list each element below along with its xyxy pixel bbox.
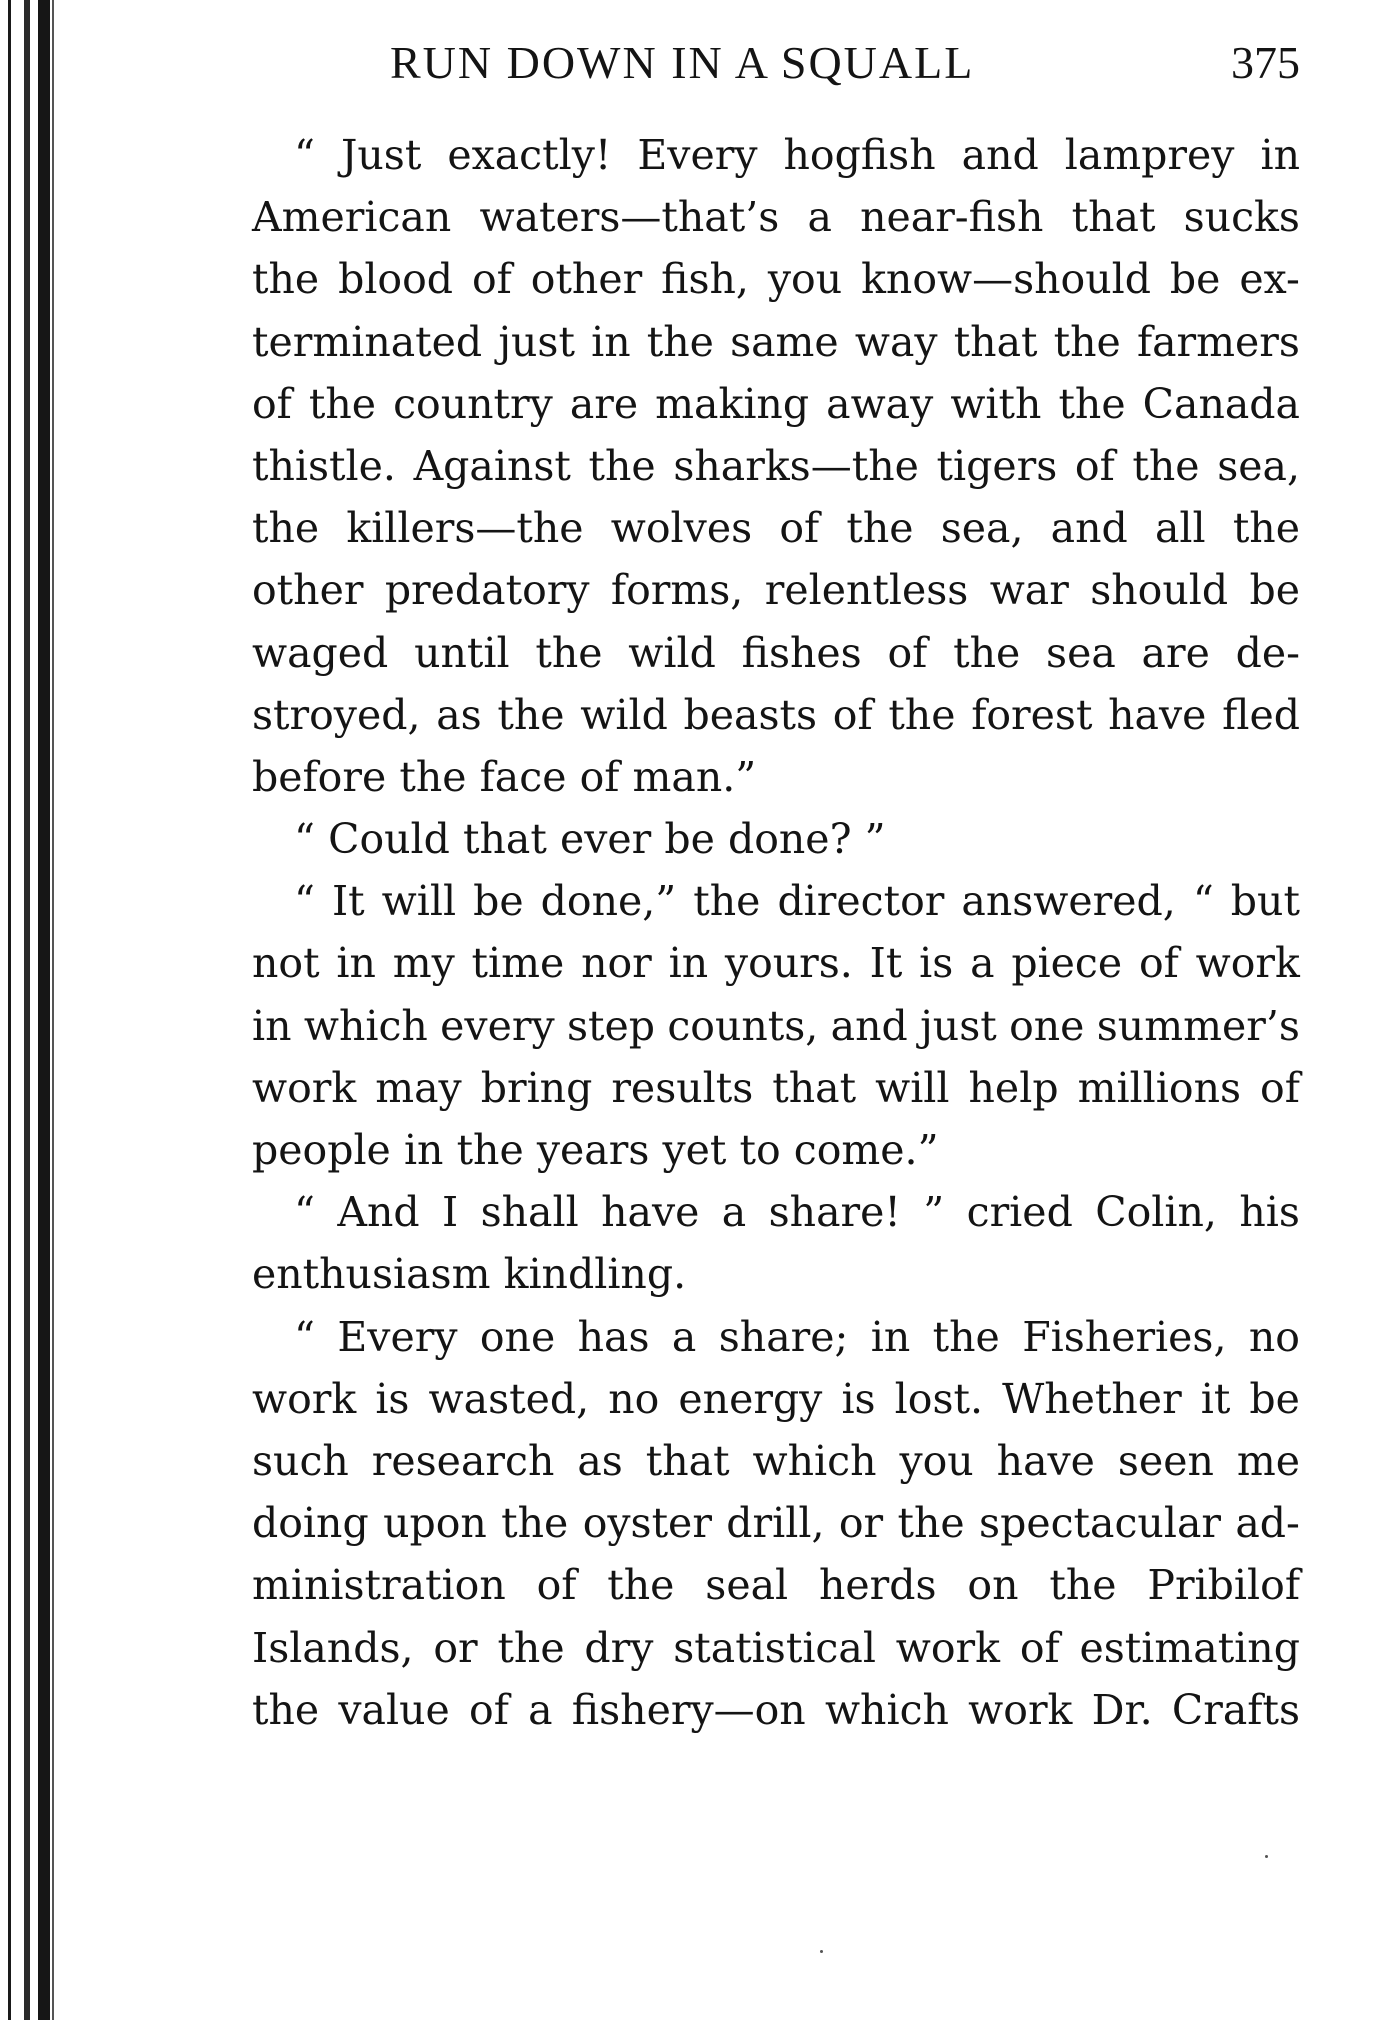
word: counts, bbox=[667, 1001, 819, 1050]
word: energy bbox=[678, 1374, 823, 1423]
word: country bbox=[393, 379, 553, 428]
word: ministration bbox=[252, 1561, 506, 1610]
word: lamprey bbox=[1064, 131, 1235, 179]
word: come.” bbox=[793, 1126, 939, 1174]
word: Just bbox=[340, 131, 422, 179]
word: nor bbox=[581, 939, 652, 988]
text-line bbox=[252, 124, 1300, 186]
word: the bbox=[953, 628, 1021, 677]
word: no bbox=[1248, 1312, 1300, 1361]
word: ever bbox=[559, 815, 652, 864]
word: just bbox=[498, 317, 575, 366]
word: that bbox=[645, 1436, 730, 1485]
text-line bbox=[252, 435, 1300, 497]
word: the bbox=[308, 379, 377, 428]
word: the bbox=[535, 628, 603, 677]
word: wolves bbox=[610, 504, 753, 553]
word: bring bbox=[480, 1063, 593, 1112]
word: And bbox=[337, 1188, 420, 1237]
text-line bbox=[252, 186, 1300, 248]
word: sucks bbox=[1183, 193, 1300, 242]
word: spectacular bbox=[979, 1499, 1221, 1548]
word: will bbox=[875, 1063, 950, 1112]
word: Whether bbox=[1002, 1374, 1182, 1423]
page-header bbox=[390, 36, 1300, 96]
word: before bbox=[252, 752, 387, 801]
word: blood bbox=[338, 255, 454, 304]
word: war bbox=[989, 566, 1069, 615]
word: of bbox=[579, 752, 620, 801]
word: the bbox=[456, 1126, 524, 1174]
text-line bbox=[252, 808, 1300, 870]
word: millions bbox=[1077, 1063, 1242, 1112]
word: years bbox=[536, 1126, 650, 1174]
word: me bbox=[1236, 1436, 1300, 1485]
word: wild bbox=[628, 628, 716, 677]
word: are bbox=[1141, 628, 1210, 677]
word: American bbox=[252, 193, 452, 242]
paper-speck bbox=[1265, 1855, 1268, 1858]
word: a bbox=[671, 1312, 697, 1361]
word: the bbox=[252, 1685, 320, 1734]
word: is bbox=[375, 1374, 410, 1423]
word: every bbox=[440, 1001, 555, 1050]
text-line bbox=[252, 1243, 1300, 1305]
word: making bbox=[655, 379, 810, 428]
word: in bbox=[668, 939, 709, 988]
word: work bbox=[1195, 939, 1300, 988]
word: which bbox=[752, 1436, 877, 1485]
word: Fisheries, bbox=[1022, 1312, 1227, 1361]
word: results bbox=[611, 1063, 754, 1112]
running-head: RUN DOWN IN A SQUALL bbox=[390, 37, 975, 88]
word: Every bbox=[337, 1312, 458, 1361]
word: forest bbox=[971, 690, 1093, 739]
word: piece bbox=[1011, 939, 1123, 988]
text-line bbox=[252, 248, 1300, 310]
word: the bbox=[897, 1499, 965, 1548]
word: time bbox=[471, 939, 565, 988]
word: upon bbox=[383, 1499, 487, 1548]
text-line bbox=[252, 684, 1300, 746]
word: oyster bbox=[582, 1499, 712, 1548]
word: the bbox=[846, 504, 914, 553]
text-line bbox=[252, 497, 1300, 559]
word: estimating bbox=[1079, 1623, 1300, 1672]
word: the bbox=[252, 504, 320, 553]
word: will bbox=[381, 877, 457, 926]
word: value bbox=[338, 1685, 450, 1734]
word: seen bbox=[1117, 1436, 1214, 1485]
text-line bbox=[252, 1181, 1300, 1243]
word: which bbox=[824, 1685, 949, 1734]
word: and bbox=[961, 131, 1039, 179]
word: research bbox=[371, 1436, 555, 1485]
word: killers—the bbox=[346, 504, 584, 553]
word: enthusiasm bbox=[252, 1250, 491, 1299]
word: fish, bbox=[661, 255, 749, 304]
word: the bbox=[399, 752, 467, 801]
body-text bbox=[252, 124, 1300, 1741]
word: but bbox=[1230, 877, 1300, 926]
word: as bbox=[436, 690, 482, 739]
word: the bbox=[1053, 317, 1121, 366]
word: in bbox=[1260, 131, 1300, 179]
word: be bbox=[473, 877, 524, 926]
word: one bbox=[1009, 1001, 1085, 1050]
word: is bbox=[919, 939, 954, 988]
word: the bbox=[693, 877, 761, 926]
word: that bbox=[772, 1063, 857, 1112]
word: yours. bbox=[724, 939, 853, 988]
word: answered, bbox=[961, 877, 1176, 926]
word: of bbox=[1074, 441, 1115, 490]
word: Colin, bbox=[1095, 1188, 1217, 1237]
word: shall bbox=[480, 1188, 579, 1237]
word: cried bbox=[966, 1188, 1073, 1237]
word: the bbox=[888, 690, 956, 739]
word: a bbox=[721, 1188, 747, 1237]
word: until bbox=[414, 628, 510, 677]
binding-edge-line bbox=[38, 0, 50, 2020]
text-line bbox=[252, 1679, 1300, 1741]
word: Pribilof bbox=[1147, 1561, 1300, 1610]
word: the bbox=[1132, 441, 1200, 490]
page-number: 375 bbox=[1231, 37, 1300, 88]
word: Could bbox=[328, 815, 450, 864]
word: on bbox=[967, 1561, 1019, 1610]
word: work bbox=[252, 1063, 357, 1112]
word: a bbox=[807, 193, 832, 242]
word: of bbox=[779, 504, 820, 553]
word: man.” bbox=[632, 752, 757, 801]
word: in bbox=[252, 1001, 292, 1050]
word: sea, bbox=[940, 504, 1024, 553]
word: of bbox=[887, 628, 928, 677]
word: other bbox=[530, 255, 643, 304]
word: Crafts bbox=[1171, 1685, 1300, 1734]
word: ex- bbox=[1239, 255, 1300, 304]
word: ad- bbox=[1235, 1499, 1300, 1548]
word: the bbox=[501, 1499, 569, 1548]
word: director bbox=[777, 877, 945, 926]
word: stroyed, bbox=[252, 690, 421, 739]
word: “ bbox=[294, 1188, 315, 1237]
word: the bbox=[497, 1623, 565, 1672]
word: or bbox=[433, 1623, 478, 1672]
word: “ bbox=[294, 815, 315, 864]
word: sea bbox=[1046, 628, 1116, 677]
word: not bbox=[252, 939, 320, 988]
text-line bbox=[252, 622, 1300, 684]
word: you bbox=[767, 255, 843, 304]
word: in bbox=[591, 317, 631, 366]
word: done? bbox=[727, 815, 852, 864]
word: as bbox=[577, 1436, 623, 1485]
word: Islands, bbox=[252, 1623, 414, 1672]
word: of bbox=[471, 255, 512, 304]
word: are bbox=[569, 379, 639, 428]
word: It bbox=[869, 939, 903, 988]
word: “ bbox=[294, 131, 315, 179]
word: have bbox=[601, 1188, 700, 1237]
word: statistical bbox=[673, 1623, 876, 1672]
text-line bbox=[252, 1057, 1300, 1119]
word: the bbox=[1232, 504, 1300, 553]
word: wasted, bbox=[428, 1374, 590, 1423]
word: be bbox=[1169, 255, 1221, 304]
word: one bbox=[479, 1312, 556, 1361]
word: no bbox=[608, 1374, 660, 1423]
word: forms, bbox=[610, 566, 744, 615]
word: may bbox=[375, 1063, 462, 1112]
word: sea, bbox=[1217, 441, 1300, 490]
text-line bbox=[252, 373, 1300, 435]
word: other bbox=[252, 566, 364, 615]
word: drill, bbox=[726, 1499, 825, 1548]
text-line bbox=[252, 1119, 1300, 1181]
word: in bbox=[336, 939, 376, 988]
word: the bbox=[1058, 379, 1126, 428]
word: “ bbox=[294, 877, 315, 926]
word: kindling. bbox=[503, 1250, 687, 1299]
word: share; bbox=[718, 1312, 849, 1361]
word: done,” bbox=[540, 877, 677, 926]
word: beasts bbox=[683, 690, 818, 739]
word: the bbox=[252, 255, 320, 304]
word: and bbox=[1050, 504, 1128, 553]
word: is bbox=[841, 1374, 876, 1423]
word: sharks—the bbox=[673, 441, 919, 490]
word: the bbox=[588, 441, 656, 490]
word: tigers bbox=[936, 441, 1058, 490]
text-line bbox=[252, 1306, 1300, 1368]
word: or bbox=[838, 1499, 884, 1548]
word: has bbox=[577, 1312, 650, 1361]
text-line bbox=[252, 1492, 1300, 1554]
text-line bbox=[252, 870, 1300, 932]
word: of bbox=[832, 690, 873, 739]
word: a bbox=[970, 939, 995, 988]
word: help bbox=[968, 1063, 1059, 1112]
word: with bbox=[950, 379, 1042, 428]
word: thistle. bbox=[252, 441, 396, 490]
word: a bbox=[528, 1685, 553, 1734]
word: face bbox=[479, 752, 567, 801]
word: “ bbox=[294, 1312, 315, 1361]
word: the bbox=[1049, 1561, 1117, 1610]
word: have bbox=[996, 1436, 1095, 1485]
word: near-fish bbox=[860, 193, 1044, 242]
word: of bbox=[469, 1685, 509, 1734]
word: be bbox=[1249, 1374, 1300, 1423]
word: which bbox=[303, 1001, 428, 1050]
word: the bbox=[932, 1312, 1000, 1361]
word: have bbox=[1108, 690, 1207, 739]
word: you bbox=[899, 1436, 974, 1485]
word: of bbox=[536, 1561, 577, 1610]
word: step bbox=[566, 1001, 655, 1050]
binding-edge-line bbox=[8, 0, 11, 2020]
word: Dr. bbox=[1091, 1685, 1153, 1734]
word: that bbox=[463, 815, 547, 864]
word: of bbox=[1019, 1623, 1060, 1672]
word: Every bbox=[637, 131, 758, 179]
word: that bbox=[1071, 193, 1156, 242]
word: just bbox=[920, 1001, 997, 1050]
word: all bbox=[1154, 504, 1206, 553]
word: to bbox=[739, 1126, 781, 1174]
word: exactly! bbox=[447, 131, 612, 179]
text-line bbox=[252, 1368, 1300, 1430]
word: the bbox=[497, 690, 565, 739]
word: “ bbox=[1192, 877, 1214, 926]
text-line bbox=[252, 995, 1300, 1057]
binding-edge-line bbox=[24, 0, 30, 2020]
word: de- bbox=[1235, 628, 1300, 677]
word: know—should bbox=[861, 255, 1151, 304]
word: be bbox=[1249, 566, 1300, 615]
word: of bbox=[1138, 939, 1179, 988]
word: people bbox=[252, 1126, 391, 1174]
word: of bbox=[1260, 1063, 1300, 1112]
word: away bbox=[826, 379, 934, 428]
binding-edge-line bbox=[52, 0, 54, 2020]
word: the bbox=[646, 317, 714, 366]
text-line bbox=[252, 311, 1300, 373]
word: yet bbox=[662, 1126, 727, 1174]
word: fishery—on bbox=[571, 1685, 806, 1734]
word: seal bbox=[705, 1561, 789, 1610]
text-line bbox=[252, 1617, 1300, 1679]
word: Canada bbox=[1142, 379, 1300, 428]
word: summer’s bbox=[1096, 1001, 1300, 1050]
word: such bbox=[252, 1436, 349, 1485]
paper-speck bbox=[820, 1950, 823, 1953]
text-line bbox=[252, 1430, 1300, 1492]
text-line bbox=[252, 559, 1300, 621]
word: Against bbox=[413, 441, 571, 490]
word: wild bbox=[580, 690, 668, 739]
word: share! bbox=[768, 1188, 901, 1237]
word: dry bbox=[584, 1623, 654, 1672]
word: be bbox=[664, 815, 715, 864]
word: and bbox=[830, 1001, 908, 1050]
text-line bbox=[252, 746, 1300, 808]
word: same bbox=[730, 317, 839, 366]
word: way bbox=[854, 317, 938, 366]
word: it bbox=[1200, 1374, 1231, 1423]
word: I bbox=[442, 1188, 459, 1237]
word: hogfish bbox=[783, 131, 936, 179]
word: It bbox=[331, 877, 365, 926]
word: my bbox=[392, 939, 455, 988]
word: doing bbox=[252, 1499, 369, 1548]
word: relentless bbox=[764, 566, 969, 615]
word: work bbox=[252, 1374, 357, 1423]
word: in bbox=[403, 1126, 444, 1174]
word: should bbox=[1090, 566, 1229, 615]
word: waged bbox=[252, 628, 389, 677]
word: farmers bbox=[1136, 317, 1300, 366]
word: that bbox=[953, 317, 1038, 366]
word: herds bbox=[819, 1561, 937, 1610]
word: work bbox=[968, 1685, 1073, 1734]
word: of bbox=[252, 379, 292, 428]
word: in bbox=[870, 1312, 911, 1361]
word: ” bbox=[923, 1188, 945, 1237]
word: the bbox=[607, 1561, 675, 1610]
word: waters—that’s bbox=[479, 193, 780, 242]
word: fled bbox=[1222, 690, 1300, 739]
word: ” bbox=[864, 815, 886, 864]
word: work bbox=[895, 1623, 1000, 1672]
word: lost. bbox=[894, 1374, 984, 1423]
word: his bbox=[1239, 1188, 1300, 1237]
text-line bbox=[252, 932, 1300, 994]
word: fishes bbox=[741, 628, 862, 677]
word: terminated bbox=[252, 317, 483, 366]
text-line bbox=[252, 1554, 1300, 1616]
word: predatory bbox=[384, 566, 590, 615]
